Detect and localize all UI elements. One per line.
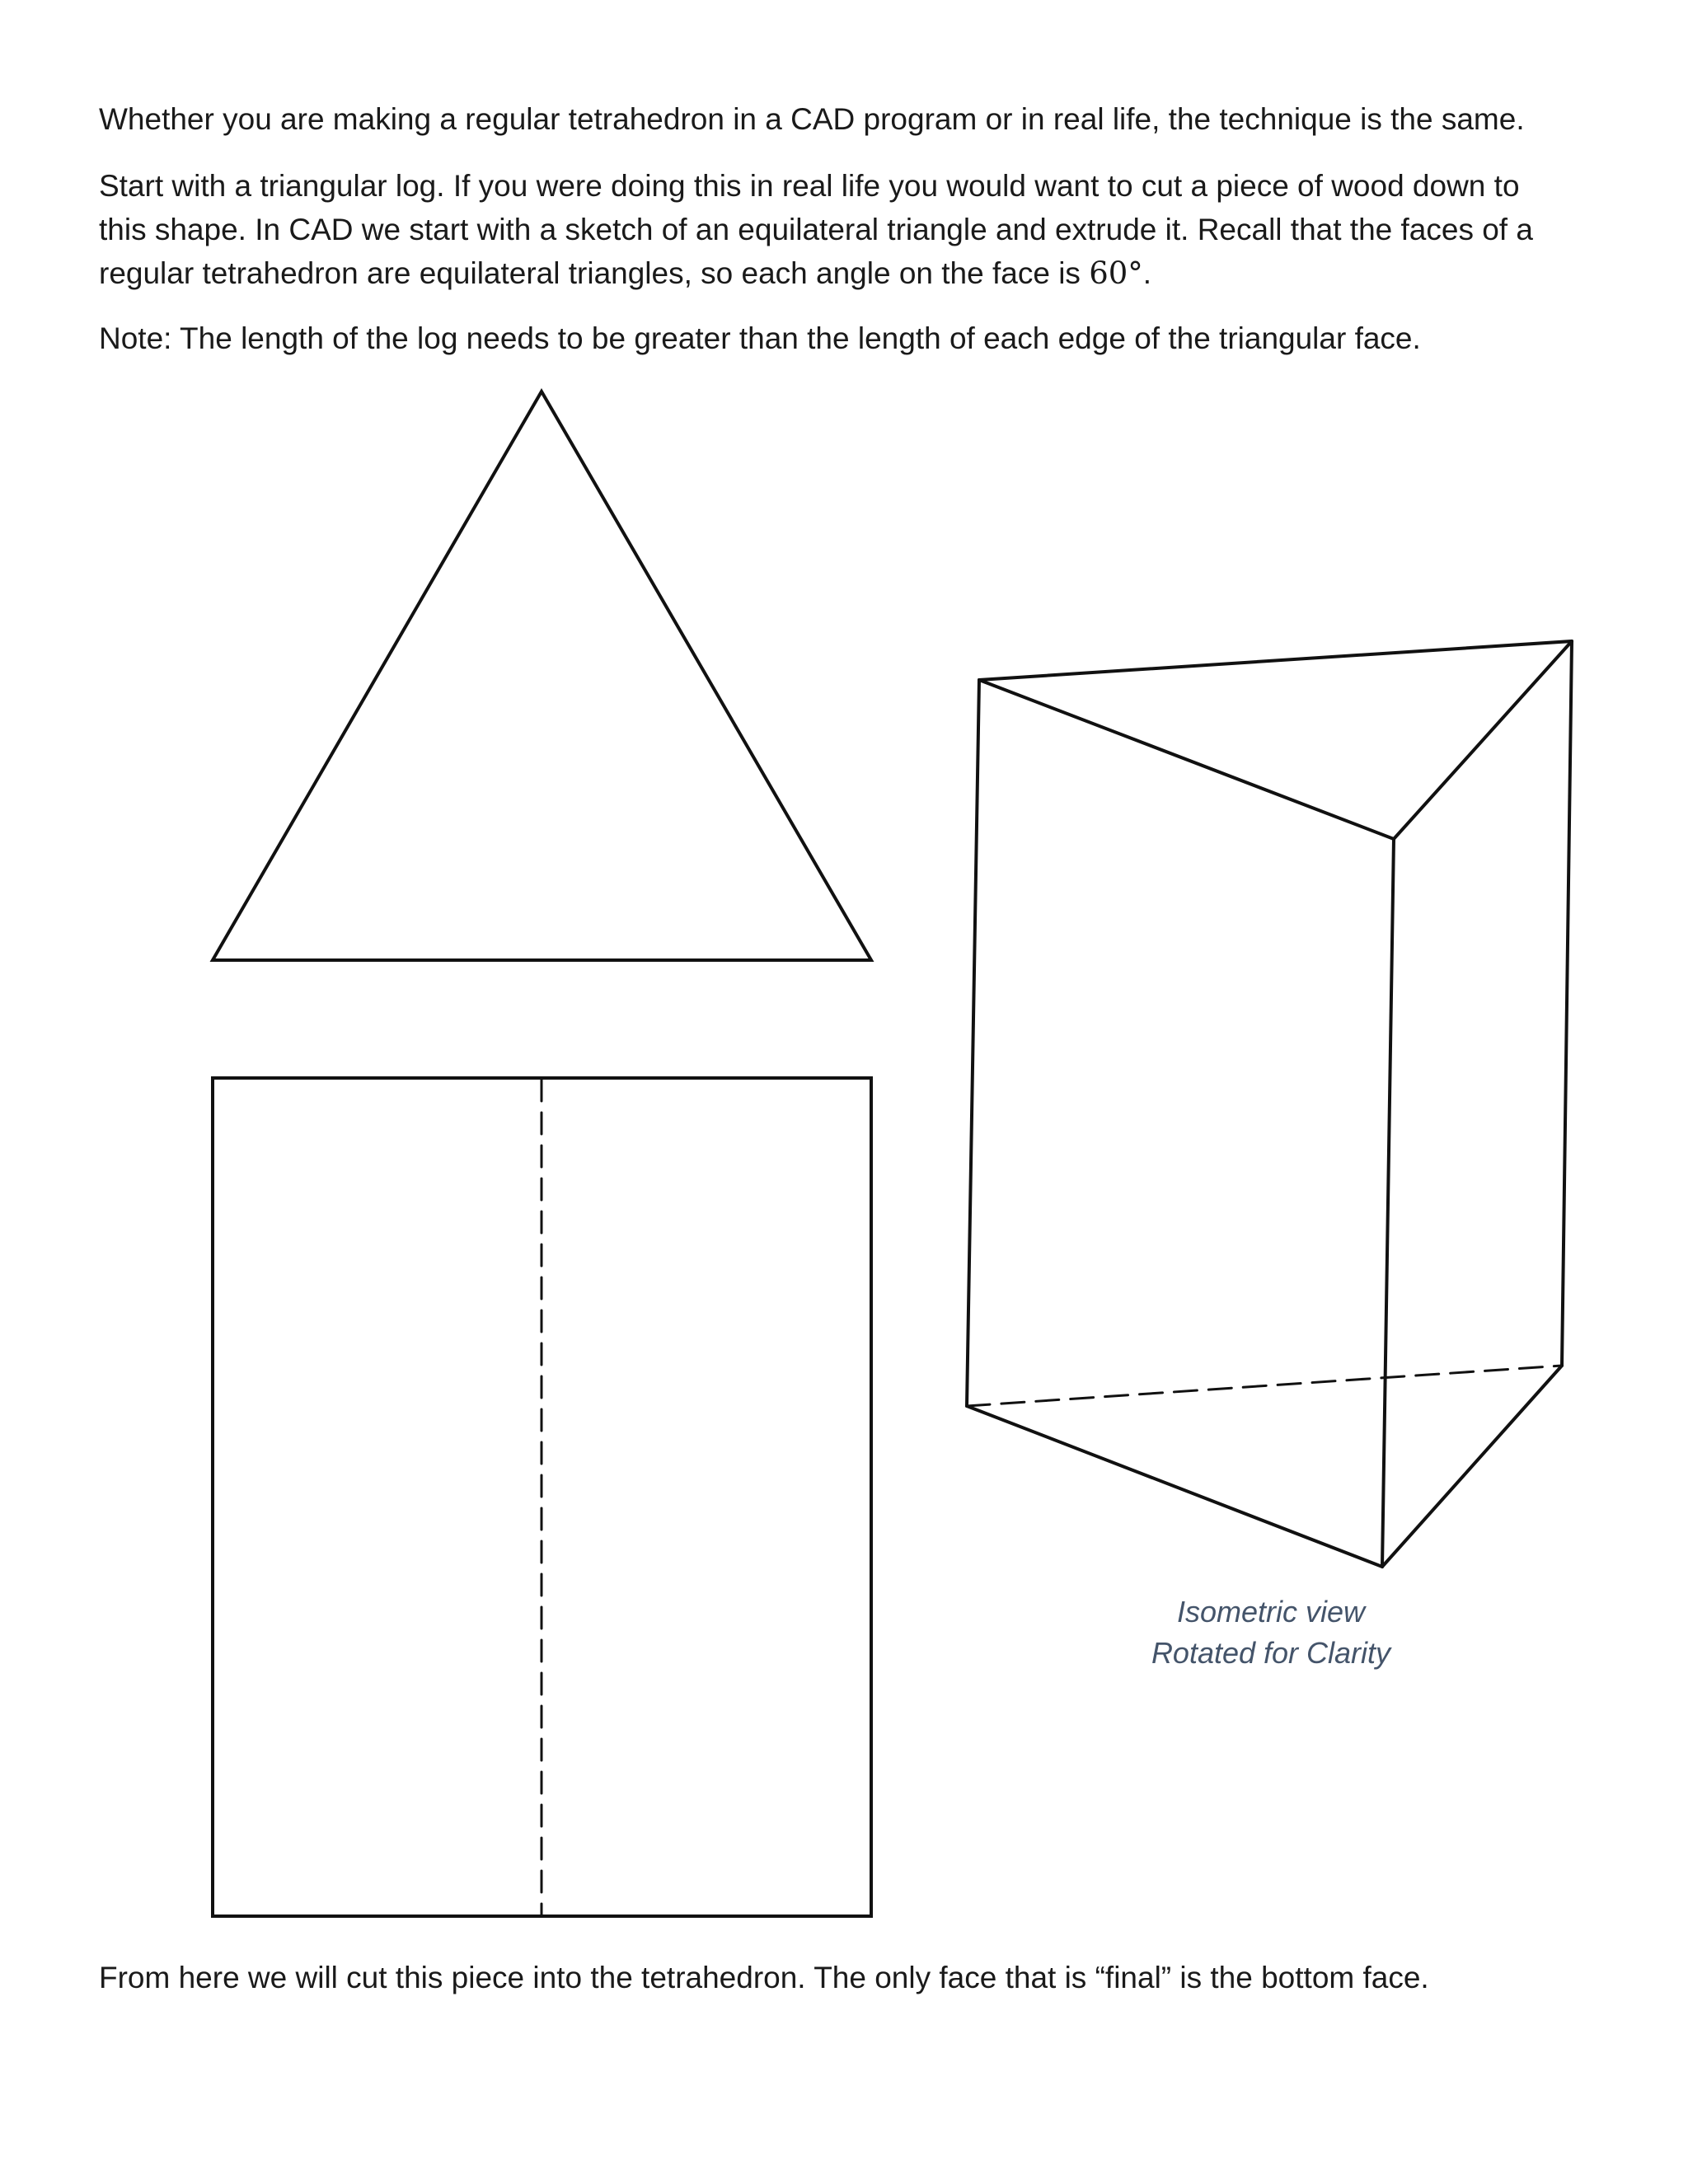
closing-paragraph: From here we will cut this piece into the tetrahedron. The only face that is “final” is the bottom face.	[99, 1961, 1429, 1994]
hidden-back-edge	[967, 1366, 1562, 1406]
start-end: .	[1142, 256, 1152, 290]
start-text: Start with a triangular log. If you were doing this in real life you would want to cut a piece of wood down to this shape. In CAD we start with a sketch of an equilateral triangle and extrude it. Recall that the faces of a regular tetrahedron are equilateral triangles, so each angle on the face is	[99, 169, 1533, 290]
note-paragraph: Note: The length of the log needs to be greater than the length of each edge of the triangular face.	[99, 321, 1421, 355]
isometric-prism	[967, 641, 1572, 1567]
front-view-triangle	[213, 391, 871, 960]
figure-caption-line2: Rotated for Clarity	[1151, 1636, 1391, 1670]
angle-value: 60°	[1089, 255, 1143, 291]
intro-paragraph: Whether you are making a regular tetrahedron in a CAD program or in real life, the technique is the same.	[99, 102, 1525, 136]
figure-caption-line1: Isometric view	[1176, 1595, 1366, 1629]
